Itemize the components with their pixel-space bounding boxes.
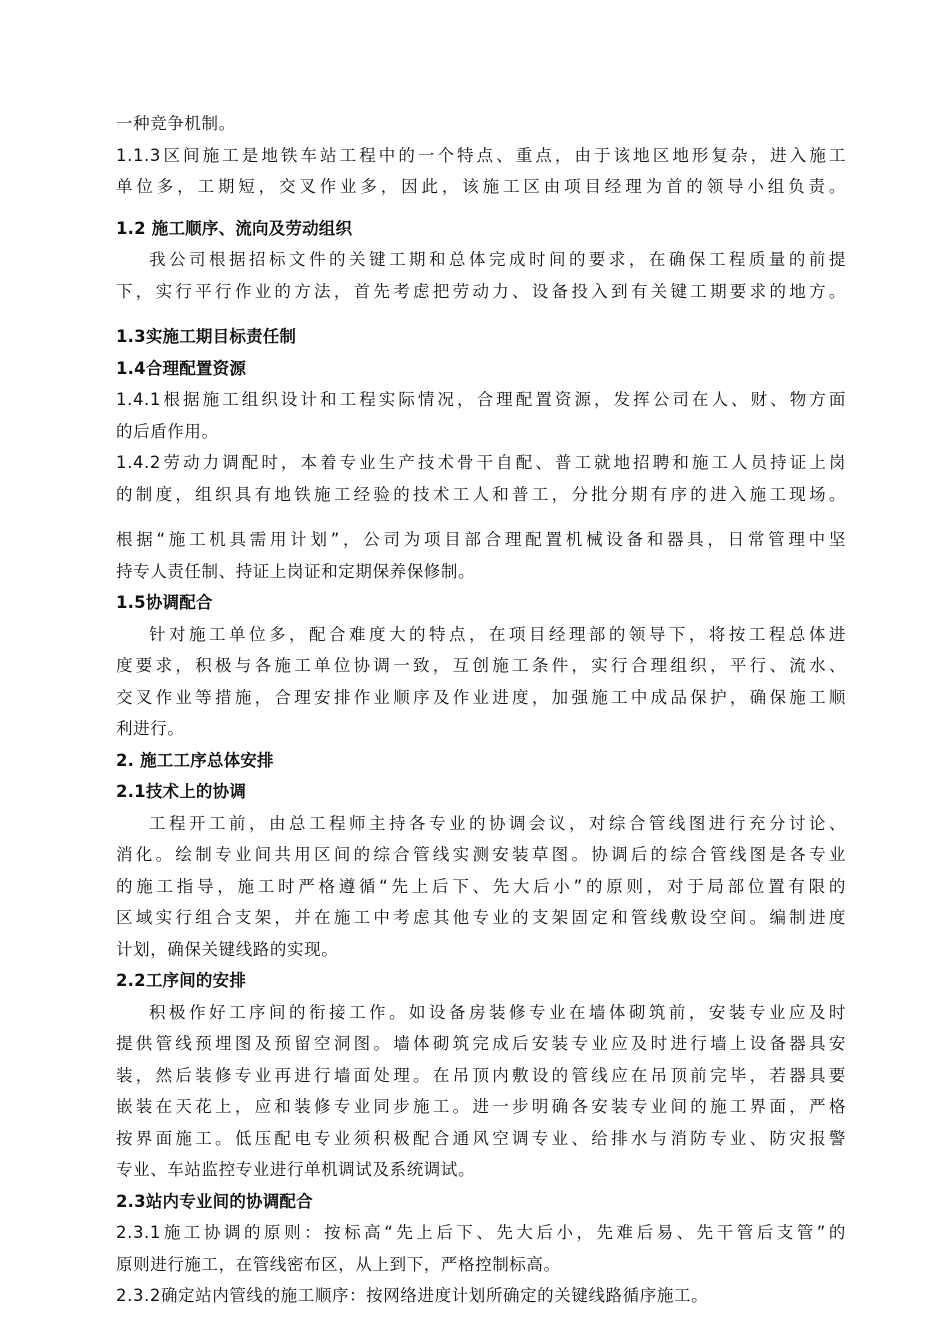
text-line: 一种竞争机制。 bbox=[116, 114, 236, 133]
text-line: 利进行。 bbox=[116, 719, 185, 738]
text-line: 交叉作业等措施，合理安排作业顺序及作业进度，加强施工中成品保护，确保施工顺 bbox=[116, 687, 846, 707]
section-heading: 2.3站内专业间的协调配合 bbox=[116, 1191, 313, 1211]
section-heading: 2.1技术上的协调 bbox=[116, 782, 247, 801]
text-line: 2.3.1施工协调的原则：按标高“先上后下、先大后小，先难后易、先干管后支管”的 bbox=[116, 1223, 846, 1242]
text-line: 计划，确保关键线路的实现。 bbox=[116, 939, 339, 959]
text-line: 度要求，积极与各施工单位协调一致，互创施工条件，实行合理组织，平行、流水、 bbox=[116, 656, 846, 675]
section-heading: 1.4合理配置资源 bbox=[116, 358, 247, 378]
text-line: 工程开工前，由总工程师主持各专业的协调会议，对综合管线图进行充分讨论、 bbox=[149, 813, 846, 833]
section-heading: 1.2 施工顺序、流向及劳动组织 bbox=[116, 218, 353, 238]
text-line: 1.4.1根据施工组织设计和工程实际情况，合理配置资源，发挥公司在人、财、物方面 bbox=[116, 390, 846, 409]
text-line: 持专人责任制、持证上岗证和定期保养保修制。 bbox=[116, 561, 476, 581]
text-line: 根据“施工机具需用计划”，公司为项目部合理配置机械设备和器具，日常管理中坚 bbox=[116, 530, 846, 549]
text-line: 消化。绘制专业间共用区间的综合管线实测安装草图。协调后的综合管线图是各专业 bbox=[116, 845, 846, 864]
section-heading: 1.3实施工期目标责任制 bbox=[116, 327, 297, 346]
document-body bbox=[116, 108, 846, 1312]
section-heading: 2.2工序间的安排 bbox=[116, 971, 247, 990]
text-line: 区域实行组合支架，并在施工中考虑其他专业的支架固定和管线敷设空间。编制进度 bbox=[116, 908, 846, 927]
text-line: 的制度，组织具有地铁施工经验的技术工人和普工，分批分期有序的进入施工现场。 bbox=[116, 484, 846, 504]
text-line: 积极作好工序间的衔接工作。如设备房装修专业在墙体砌筑前，安装专业应及时 bbox=[149, 1002, 846, 1022]
text-line: 的施工指导，施工时严格遵循“先上后下、先大后小”的原则，对于局部位置有限的 bbox=[116, 876, 846, 896]
text-line: 嵌装在天花上，应和装修专业同步施工。进一步明确各安装专业间的施工界面，严格 bbox=[116, 1097, 846, 1116]
text-line: 1.1.3区间施工是地铁车站工程中的一个特点、重点，由于该地区地形复杂，进入施工 bbox=[116, 145, 846, 165]
text-line: 我公司根据招标文件的关键工期和总体完成时间的要求，在确保工程质量的前提 bbox=[149, 250, 846, 269]
section-heading: 2. 施工工序总体安排 bbox=[116, 750, 274, 770]
text-line: 1.4.2劳动力调配时，本着专业生产技术骨干自配、普工就地招聘和施工人员持证上岗 bbox=[116, 453, 846, 472]
text-line: 专业、车站监控专业进行单机调试及系统调试。 bbox=[116, 1160, 476, 1179]
text-line: 的后盾作用。 bbox=[116, 421, 219, 441]
text-line: 按界面施工。低压配电专业须积极配合通风空调专业、给排水与消防专业、防灾报警 bbox=[116, 1128, 846, 1148]
text-line: 2.3.2确定站内管线的施工顺序：按网络进度计划所确定的关键线路循序施工。 bbox=[116, 1286, 709, 1305]
text-line: 提供管线预埋图及预留空洞图。墙体砌筑完成后安装专业应及时进行墙上设备器具安 bbox=[116, 1034, 846, 1053]
text-line: 原则进行施工，在管线密布区，从上到下，严格控制标高。 bbox=[116, 1254, 561, 1274]
section-heading: 1.5协调配合 bbox=[116, 593, 213, 612]
text-line: 针对施工单位多，配合难度大的特点，在项目经理部的领导下，将按工程总体进 bbox=[149, 624, 846, 644]
text-line: 单位多，工期短，交叉作业多，因此，该施工区由项目经理为首的领导小组负责。 bbox=[116, 177, 846, 196]
text-line: 装，然后装修专业再进行墙面处理。在吊顶内敷设的管线应在吊顶前完毕，若器具要 bbox=[116, 1065, 846, 1085]
text-line: 下，实行平行作业的方法，首先考虑把劳动力、设备投入到有关键工期要求的地方。 bbox=[116, 281, 846, 301]
